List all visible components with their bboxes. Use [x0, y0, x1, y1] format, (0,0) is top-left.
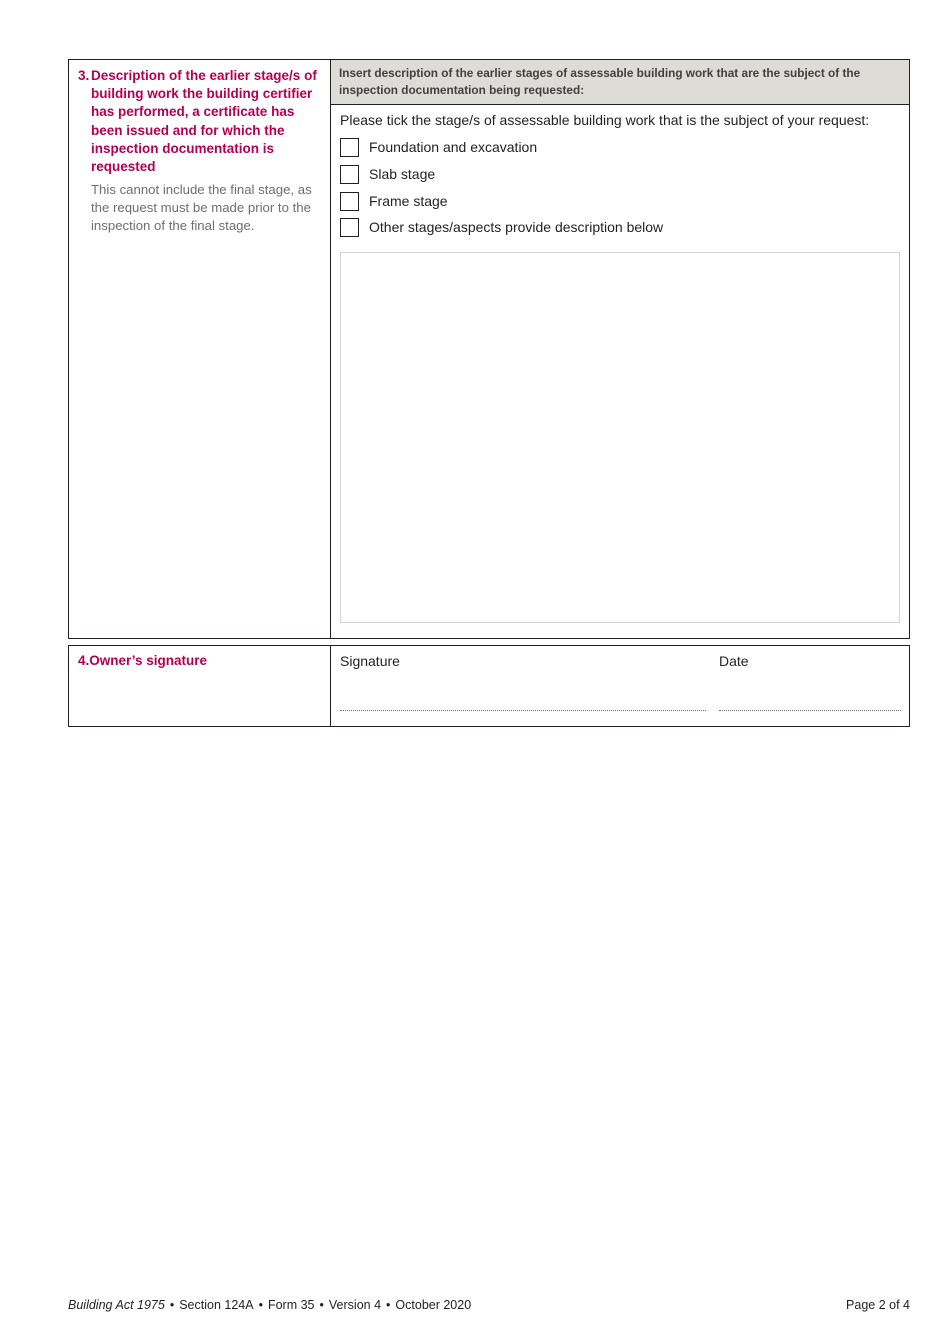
signature-label: Signature — [340, 653, 400, 669]
section-3-title: Description of the earlier stage/s of building work the building certifier has performed, a certificate has been issued and for which the inspection documentation is requested — [91, 68, 317, 175]
footer-act: Building Act 1975 — [68, 1298, 165, 1312]
section-3-instruction: Insert description of the earlier stages of assessable building work that are the subject of the inspection documentation being requested: — [331, 60, 909, 105]
section-4-input-column — [331, 646, 909, 726]
section-3-number: 3. — [78, 68, 90, 83]
slab-label: Slab stage — [369, 166, 436, 182]
stage-description-textarea[interactable] — [340, 252, 900, 623]
section-3-heading — [78, 67, 318, 176]
option-other-stages[interactable] — [340, 216, 663, 238]
footer-form-info: Building Act 1975 • Section 124A • Form 35 • Version 4 • October 2020 — [68, 1298, 472, 1312]
slab-checkbox[interactable] — [340, 165, 359, 184]
section-3-label-column — [69, 60, 331, 638]
section-3-stage-description — [68, 59, 910, 639]
footer-form: Form 35 — [267, 1298, 315, 1312]
tick-prompt: Please tick the stage/s of assessable building work that is the subject of your request: — [340, 112, 870, 128]
other-label: Other stages/aspects provide description below — [369, 219, 664, 235]
frame-label: Frame stage — [369, 193, 448, 209]
date-field[interactable] — [719, 710, 901, 711]
option-foundation-excavation[interactable] — [340, 136, 537, 158]
section-4-number: 4. — [78, 653, 90, 668]
foundation-label: Foundation and excavation — [369, 139, 538, 155]
footer-version: Version 4 — [328, 1298, 382, 1312]
section-4-heading — [78, 653, 207, 668]
section-4-label-column — [69, 646, 331, 726]
footer-date: October 2020 — [395, 1298, 472, 1312]
section-4-owner-signature — [68, 645, 910, 727]
footer-section: Section 124A — [179, 1298, 254, 1312]
date-label: Date — [719, 653, 749, 669]
frame-checkbox[interactable] — [340, 192, 359, 211]
option-slab-stage[interactable] — [340, 163, 435, 185]
other-checkbox[interactable] — [340, 218, 359, 237]
section-3-input-column — [331, 60, 909, 638]
option-frame-stage[interactable] — [340, 190, 448, 212]
section-3-note: This cannot include the final stage, as the request must be made prior to the inspection of the final stage. — [91, 182, 312, 234]
foundation-checkbox[interactable] — [340, 138, 359, 157]
section-4-title: Owner’s signature — [89, 653, 208, 668]
signature-field[interactable] — [340, 710, 706, 711]
page-number: Page 2 of 4 — [846, 1298, 910, 1312]
